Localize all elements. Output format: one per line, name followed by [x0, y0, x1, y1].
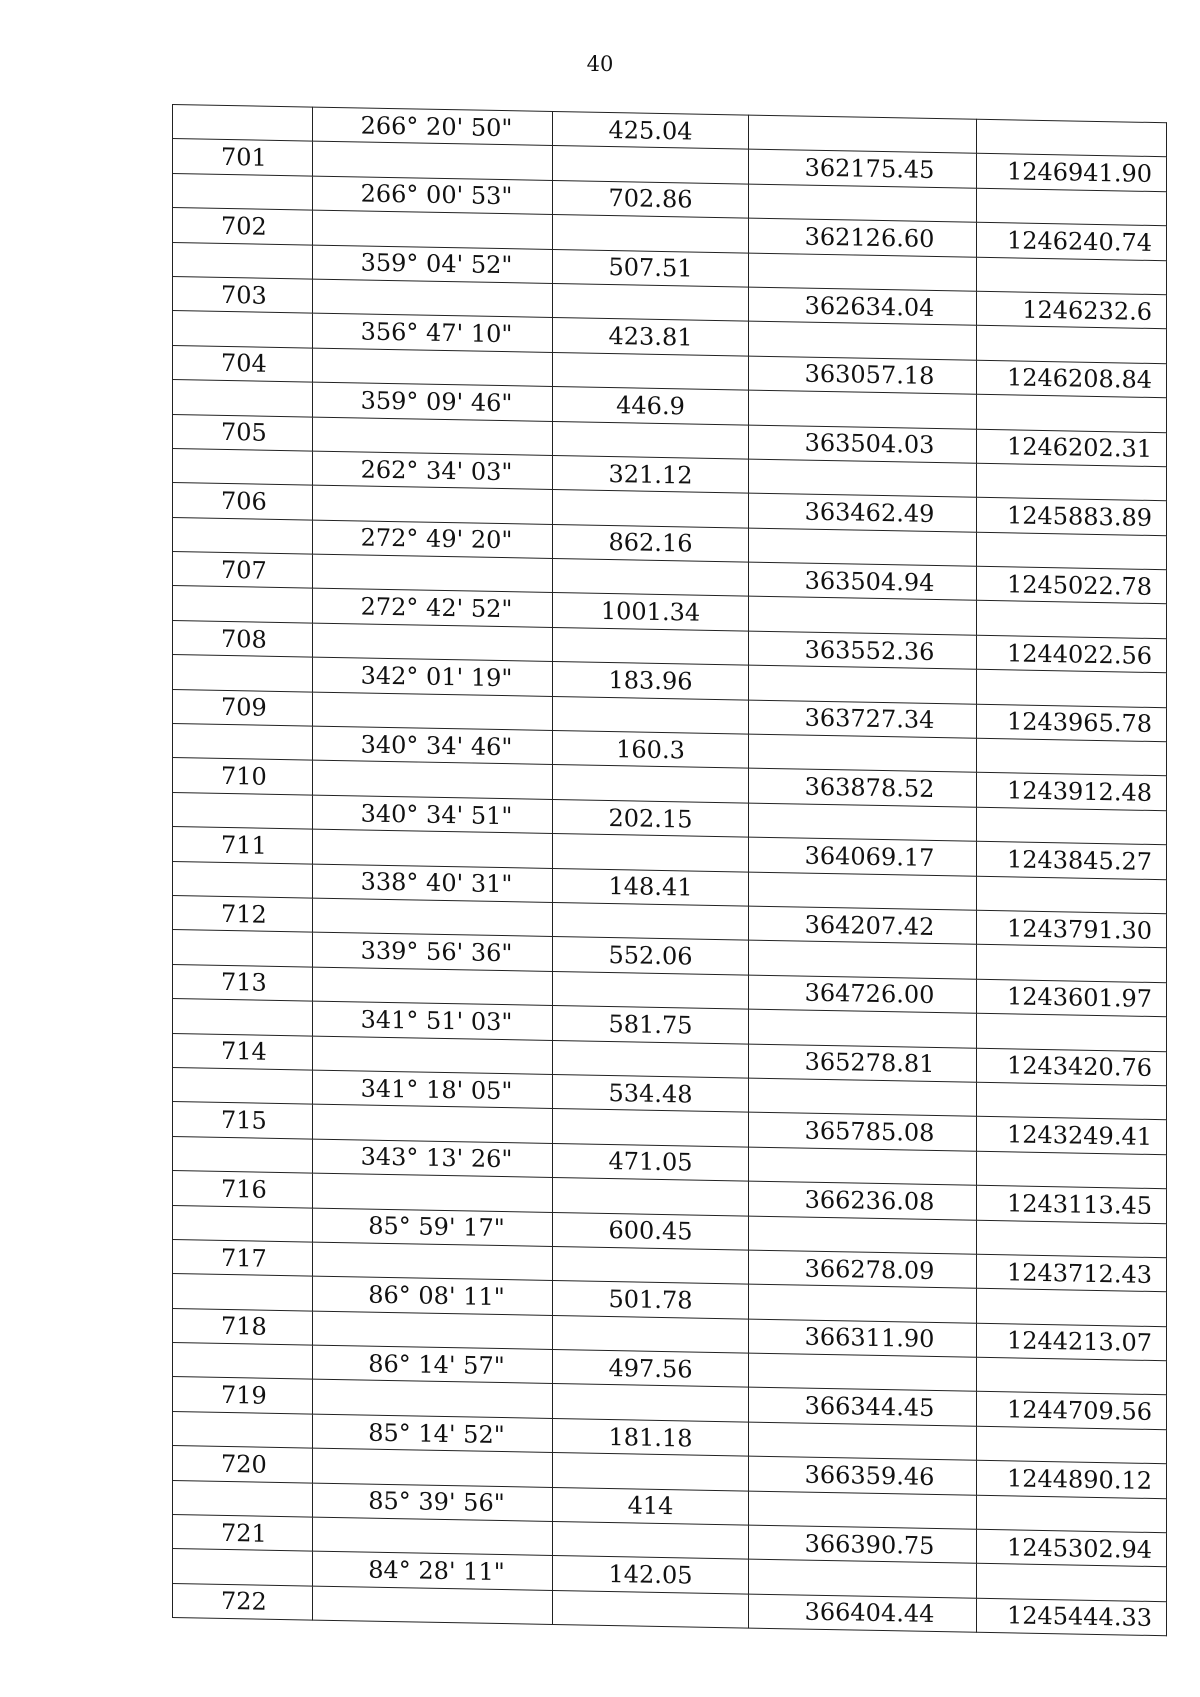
bearing-cell	[313, 898, 553, 937]
station-cell: 705	[173, 414, 313, 451]
station-cell: 720	[173, 1446, 313, 1483]
easting-cell: 1244890.12	[977, 1460, 1167, 1498]
distance-cell: 160.3	[553, 731, 749, 769]
station-cell: 715	[173, 1102, 313, 1139]
distance-cell: 446.9	[553, 387, 749, 425]
bearing-cell: 342° 01' 19"	[313, 657, 553, 696]
bearing-cell: 340° 34' 46"	[313, 726, 553, 765]
distance-cell: 321.12	[553, 455, 749, 493]
easting-cell	[977, 326, 1167, 364]
station-cell	[173, 1549, 313, 1586]
distance-cell	[553, 1453, 749, 1491]
distance-cell: 702.86	[553, 180, 749, 218]
survey-table-wrapper	[172, 104, 1166, 1633]
easting-cell	[977, 1495, 1167, 1533]
northing-cell	[749, 803, 977, 842]
easting-cell: 1243845.27	[977, 841, 1167, 879]
northing-cell: 366359.46	[749, 1456, 977, 1495]
northing-cell: 366278.09	[749, 1250, 977, 1289]
bearing-cell	[313, 692, 553, 731]
northing-cell	[749, 184, 977, 223]
northing-cell: 364207.42	[749, 906, 977, 945]
bearing-cell	[313, 1036, 553, 1075]
station-cell	[173, 311, 313, 348]
station-cell	[173, 1343, 313, 1380]
bearing-cell: 340° 34' 51"	[313, 795, 553, 834]
northing-cell: 363504.03	[749, 425, 977, 464]
northing-cell	[749, 528, 977, 567]
northing-cell: 366311.90	[749, 1319, 977, 1358]
bearing-cell	[313, 485, 553, 524]
northing-cell	[749, 1353, 977, 1392]
northing-cell: 366390.75	[749, 1525, 977, 1564]
bearing-cell: 85° 14' 52"	[313, 1414, 553, 1453]
station-cell: 706	[173, 483, 313, 520]
easting-cell: 1243113.45	[977, 1185, 1167, 1223]
distance-cell: 181.18	[553, 1418, 749, 1456]
easting-cell	[977, 463, 1167, 501]
bearing-cell: 262° 34' 03"	[313, 451, 553, 490]
station-cell	[173, 1136, 313, 1173]
distance-cell: 148.41	[553, 868, 749, 906]
northing-cell	[749, 1009, 977, 1048]
distance-cell	[553, 490, 749, 528]
station-cell	[173, 1480, 313, 1517]
distance-cell: 183.96	[553, 662, 749, 700]
easting-cell: 1243420.76	[977, 1048, 1167, 1086]
bearing-cell: 84° 28' 11"	[313, 1551, 553, 1590]
northing-cell: 363878.52	[749, 768, 977, 807]
station-cell: 712	[173, 895, 313, 932]
bearing-cell: 266° 00' 53"	[313, 176, 553, 215]
station-cell	[173, 448, 313, 485]
station-cell: 707	[173, 552, 313, 589]
northing-cell	[749, 390, 977, 429]
distance-cell	[553, 834, 749, 872]
bearing-cell	[313, 1311, 553, 1350]
station-cell: 709	[173, 689, 313, 726]
distance-cell: 600.45	[553, 1212, 749, 1250]
northing-cell	[749, 597, 977, 636]
bearing-cell	[313, 210, 553, 249]
bearing-cell	[313, 141, 553, 180]
bearing-cell: 359° 04' 52"	[313, 245, 553, 284]
bearing-cell: 85° 59' 17"	[313, 1208, 553, 1247]
easting-cell	[977, 257, 1167, 295]
northing-cell	[749, 1216, 977, 1255]
station-cell	[173, 173, 313, 210]
bearing-cell	[313, 1380, 553, 1419]
bearing-cell	[313, 1173, 553, 1212]
station-cell: 710	[173, 758, 313, 795]
easting-cell: 1246208.84	[977, 360, 1167, 398]
northing-cell: 363727.34	[749, 700, 977, 739]
page-number: 40	[586, 52, 614, 76]
distance-cell: 414	[553, 1487, 749, 1525]
distance-cell: 202.15	[553, 799, 749, 837]
station-cell: 713	[173, 964, 313, 1001]
northing-cell: 363462.49	[749, 493, 977, 532]
station-cell: 719	[173, 1377, 313, 1414]
easting-cell: 1243249.41	[977, 1117, 1167, 1155]
northing-cell	[749, 1491, 977, 1530]
bearing-cell	[313, 967, 553, 1006]
station-cell: 721	[173, 1515, 313, 1552]
bearing-cell: 359° 09' 46"	[313, 382, 553, 421]
distance-cell	[553, 215, 749, 253]
distance-cell	[553, 765, 749, 803]
easting-cell	[977, 188, 1167, 226]
distance-cell	[553, 1109, 749, 1147]
northing-cell	[749, 734, 977, 773]
bearing-cell: 272° 42' 52"	[313, 589, 553, 628]
station-cell	[173, 861, 313, 898]
northing-cell	[749, 459, 977, 498]
northing-cell: 363057.18	[749, 356, 977, 395]
station-cell	[173, 1067, 313, 1104]
bearing-cell: 341° 51' 03"	[313, 1001, 553, 1040]
easting-cell: 1244709.56	[977, 1392, 1167, 1430]
traverse-table	[172, 104, 1167, 1636]
bearing-cell	[313, 348, 553, 387]
easting-cell	[977, 119, 1167, 157]
bearing-cell: 86° 14' 57"	[313, 1345, 553, 1384]
northing-cell: 362634.04	[749, 287, 977, 326]
easting-cell	[977, 1564, 1167, 1602]
northing-cell	[749, 1559, 977, 1598]
easting-cell: 1246232.6	[977, 291, 1167, 329]
distance-cell	[553, 1521, 749, 1559]
distance-cell	[553, 902, 749, 940]
station-cell: 714	[173, 1033, 313, 1070]
station-cell: 701	[173, 139, 313, 176]
easting-cell: 1246941.90	[977, 154, 1167, 192]
bearing-cell	[313, 554, 553, 593]
easting-cell	[977, 1082, 1167, 1120]
northing-cell: 366344.45	[749, 1388, 977, 1427]
station-cell	[173, 999, 313, 1036]
easting-cell: 1244213.07	[977, 1323, 1167, 1361]
bearing-cell	[313, 1517, 553, 1556]
station-cell: 718	[173, 1308, 313, 1345]
distance-cell	[553, 283, 749, 321]
station-cell: 704	[173, 345, 313, 382]
easting-cell	[977, 394, 1167, 432]
easting-cell	[977, 1426, 1167, 1464]
station-cell	[173, 724, 313, 761]
bearing-cell: 343° 13' 26"	[313, 1139, 553, 1178]
bearing-cell	[313, 1242, 553, 1281]
distance-cell	[553, 559, 749, 597]
easting-cell	[977, 532, 1167, 570]
easting-cell	[977, 1220, 1167, 1258]
station-cell	[173, 655, 313, 692]
northing-cell	[749, 115, 977, 154]
bearing-cell: 339° 56' 36"	[313, 932, 553, 971]
bearing-cell	[313, 417, 553, 456]
easting-cell: 1243712.43	[977, 1254, 1167, 1292]
easting-cell	[977, 738, 1167, 776]
distance-cell	[553, 146, 749, 184]
distance-cell: 425.04	[553, 111, 749, 149]
station-cell: 722	[173, 1583, 313, 1620]
station-cell	[173, 586, 313, 623]
bearing-cell: 272° 49' 20"	[313, 520, 553, 559]
distance-cell	[553, 1040, 749, 1078]
station-cell	[173, 1205, 313, 1242]
station-cell: 702	[173, 208, 313, 245]
distance-cell	[553, 627, 749, 665]
station-cell	[173, 242, 313, 279]
distance-cell	[553, 971, 749, 1009]
station-cell: 716	[173, 1171, 313, 1208]
northing-cell	[749, 321, 977, 360]
northing-cell: 363504.94	[749, 562, 977, 601]
distance-cell	[553, 1178, 749, 1216]
distance-cell: 501.78	[553, 1281, 749, 1319]
distance-cell: 862.16	[553, 524, 749, 562]
northing-cell	[749, 940, 977, 979]
easting-cell: 1246202.31	[977, 429, 1167, 467]
bearing-cell	[313, 1104, 553, 1143]
northing-cell: 364726.00	[749, 975, 977, 1014]
traverse-table-body	[173, 105, 1167, 1636]
station-cell: 711	[173, 827, 313, 864]
station-cell: 708	[173, 620, 313, 657]
easting-cell: 1243965.78	[977, 704, 1167, 742]
distance-cell: 552.06	[553, 937, 749, 975]
station-cell	[173, 380, 313, 417]
northing-cell	[749, 1078, 977, 1117]
easting-cell	[977, 1357, 1167, 1395]
easting-cell	[977, 876, 1167, 914]
distance-cell	[553, 1315, 749, 1353]
distance-cell	[553, 1590, 749, 1628]
bearing-cell: 338° 40' 31"	[313, 864, 553, 903]
northing-cell	[749, 253, 977, 292]
northing-cell	[749, 872, 977, 911]
distance-cell: 497.56	[553, 1350, 749, 1388]
station-cell	[173, 930, 313, 967]
easting-cell	[977, 1013, 1167, 1051]
northing-cell: 365278.81	[749, 1044, 977, 1083]
easting-cell: 1245302.94	[977, 1529, 1167, 1567]
distance-cell: 142.05	[553, 1556, 749, 1594]
distance-cell: 471.05	[553, 1143, 749, 1181]
northing-cell: 366404.44	[749, 1594, 977, 1633]
easting-cell	[977, 601, 1167, 639]
northing-cell	[749, 1284, 977, 1323]
easting-cell	[977, 1151, 1167, 1189]
station-cell	[173, 105, 313, 142]
station-cell	[173, 1274, 313, 1311]
bearing-cell	[313, 760, 553, 799]
northing-cell: 366236.08	[749, 1181, 977, 1220]
bearing-cell	[313, 279, 553, 318]
northing-cell: 365785.08	[749, 1112, 977, 1151]
bearing-cell: 356° 47' 10"	[313, 313, 553, 352]
easting-cell: 1243912.48	[977, 773, 1167, 811]
station-cell	[173, 1411, 313, 1448]
easting-cell: 1245022.78	[977, 566, 1167, 604]
distance-cell: 507.51	[553, 249, 749, 287]
bearing-cell	[313, 1448, 553, 1487]
distance-cell	[553, 696, 749, 734]
northing-cell: 364069.17	[749, 837, 977, 876]
distance-cell: 1001.34	[553, 593, 749, 631]
easting-cell	[977, 1289, 1167, 1327]
station-cell: 717	[173, 1239, 313, 1276]
easting-cell: 1244022.56	[977, 635, 1167, 673]
northing-cell: 362175.45	[749, 149, 977, 188]
bearing-cell	[313, 623, 553, 662]
northing-cell: 362126.60	[749, 218, 977, 257]
distance-cell	[553, 421, 749, 459]
easting-cell: 1243601.97	[977, 979, 1167, 1017]
easting-cell	[977, 669, 1167, 707]
station-cell	[173, 792, 313, 829]
distance-cell: 423.81	[553, 318, 749, 356]
northing-cell	[749, 665, 977, 704]
northing-cell: 363552.36	[749, 631, 977, 670]
bearing-cell: 85° 39' 56"	[313, 1483, 553, 1522]
northing-cell	[749, 1147, 977, 1186]
bearing-cell: 341° 18' 05"	[313, 1070, 553, 1109]
easting-cell	[977, 945, 1167, 983]
distance-cell: 534.48	[553, 1074, 749, 1112]
distance-cell	[553, 1246, 749, 1284]
easting-cell: 1243791.30	[977, 910, 1167, 948]
easting-cell: 1245883.89	[977, 498, 1167, 536]
station-cell: 703	[173, 276, 313, 313]
bearing-cell	[313, 829, 553, 868]
easting-cell: 1245444.33	[977, 1598, 1167, 1636]
distance-cell	[553, 1384, 749, 1422]
station-cell	[173, 517, 313, 554]
northing-cell	[749, 1422, 977, 1461]
distance-cell: 581.75	[553, 1006, 749, 1044]
bearing-cell: 86° 08' 11"	[313, 1276, 553, 1315]
bearing-cell: 266° 20' 50"	[313, 107, 553, 146]
easting-cell	[977, 807, 1167, 845]
bearing-cell	[313, 1586, 553, 1625]
easting-cell: 1246240.74	[977, 222, 1167, 260]
distance-cell	[553, 352, 749, 390]
